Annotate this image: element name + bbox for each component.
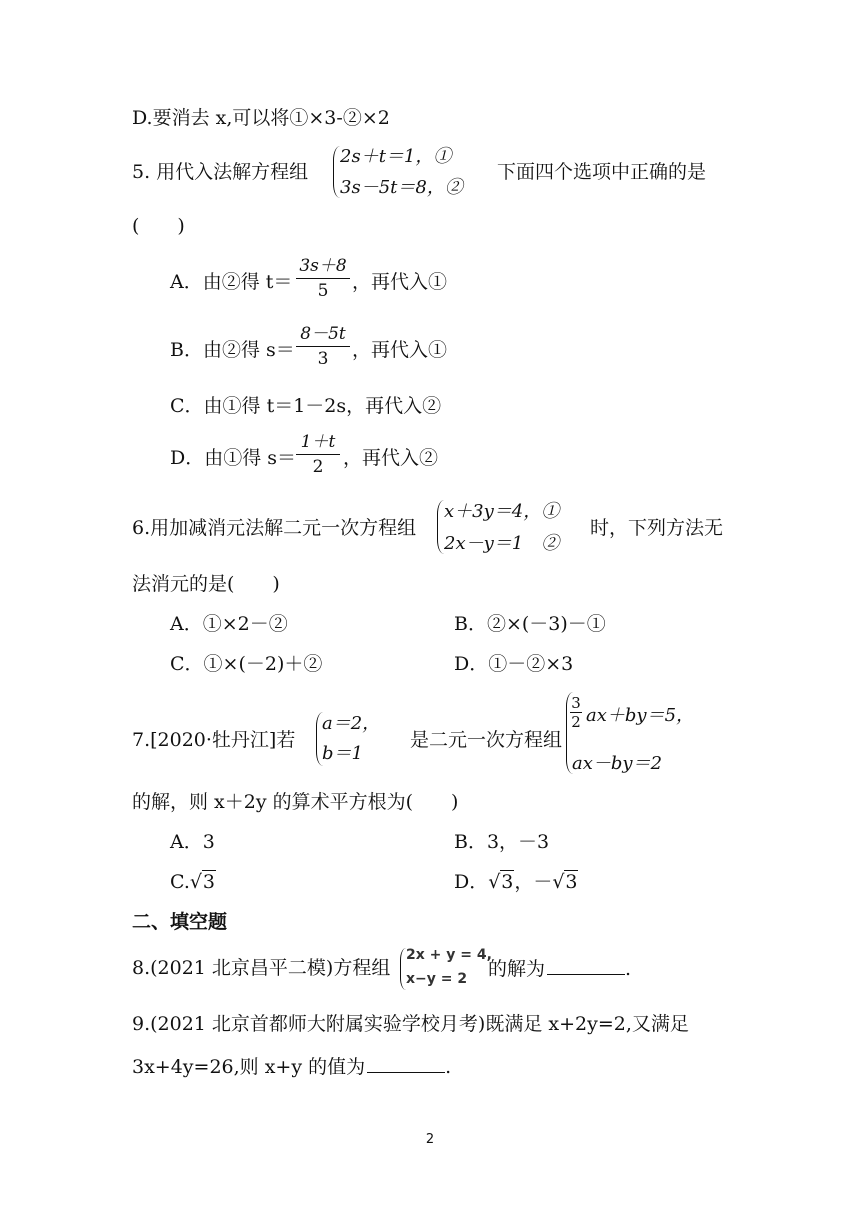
q6-equation-1: x＋3y＝4，① [444, 501, 560, 522]
square-root [488, 870, 514, 894]
q5-option-b-prefix: B．由②得 s＝ [170, 339, 295, 361]
q5-option-b-fraction [296, 324, 350, 369]
q5-system-brace [333, 146, 340, 198]
q7-option-c-radicand: 3 [202, 871, 215, 893]
q7-option-b: B．3，－3 [454, 831, 550, 853]
q6-option-b: B．②×(－3)－① [454, 613, 606, 635]
q8-suffix [488, 956, 631, 981]
q9-end-period: . [445, 1056, 452, 1078]
radical-sign-icon: √ [488, 871, 501, 893]
q7-coefficient-numerator: 3 [571, 694, 581, 712]
q7-stem-line2: 的解，则 x＋2y 的算术平方根为( ) [132, 791, 459, 813]
q5-option-a-fraction [296, 256, 350, 301]
q5-stem-suffix: 下面四个选项中正确的是 [497, 161, 707, 183]
q7-coefficient-denominator: 2 [571, 713, 581, 732]
q5-option-b-denominator: 3 [317, 349, 329, 370]
q7-option-a: A．3 [170, 831, 215, 853]
q7-solution-a: a＝2， [322, 713, 381, 734]
q8-end-period: . [625, 958, 632, 980]
fraction-bar [296, 454, 340, 455]
q5-answer-paren: ( ) [132, 215, 185, 237]
q6-equation-2: 2x－y＝1 ② [444, 533, 560, 554]
q5-option-a-numerator: 3s＋8 [299, 256, 347, 276]
q7-solution-b: b＝1 [322, 743, 363, 764]
q6-stem-suffix: 时，下列方法无 [590, 517, 724, 539]
q7-option-d-separator: ，－ [514, 871, 553, 893]
q5-option-d-denominator: 2 [312, 457, 324, 478]
q5-option-a-denominator: 5 [317, 281, 329, 302]
q7-equation-2: ax－by＝2 [572, 753, 663, 774]
q6-option-c: C．①×(－2)＋② [170, 653, 323, 675]
q8-prefix: 8.(2021 北京昌平二模)方程组 [132, 957, 391, 979]
q5-option-a-suffix: ，再代入① [352, 271, 448, 293]
q7-option-c-label: C. [170, 871, 190, 893]
section-title: 二、填空题 [132, 911, 228, 933]
square-root [552, 870, 578, 894]
q9-line-2 [132, 1054, 451, 1079]
q8-equation-2: x−y = 2 [406, 971, 468, 987]
q9-line-2-text: 3x+4y=26,则 x+y 的值为 [132, 1056, 366, 1078]
q5-option-c: C．由①得 t＝1－2s，再代入② [170, 395, 442, 417]
q4-option-d: D.要消去 x,可以将①×3-②×2 [132, 107, 390, 129]
radical-sign-icon: √ [189, 871, 203, 893]
q5-option-d-suffix: ，再代入② [343, 447, 439, 469]
q5-option-a-prefix: A．由②得 t＝ [170, 271, 293, 293]
q7-stem-prefix: 7.[2020·牡丹江]若 [132, 729, 296, 751]
q7-coefficient-fraction [570, 695, 582, 730]
radical-sign-icon: √ [552, 871, 565, 893]
q6-stem-line2: 法消元的是( ) [132, 573, 280, 595]
q9-line-1: 9.(2021 北京首都师大附属实验学校月考)既满足 x+2y=2,又满足 [132, 1013, 689, 1035]
q9-answer-blank[interactable] [367, 1054, 445, 1073]
q5-option-d-numerator: 1＋t [300, 432, 336, 452]
q8-suffix-text: 的解为 [488, 958, 546, 980]
fraction-bar [296, 346, 350, 347]
q5-equation-2: 3s－5t＝8，② [340, 177, 463, 198]
fraction-bar [296, 278, 350, 279]
q8-answer-blank[interactable] [547, 956, 625, 975]
q7-option-d-label: D． [454, 871, 489, 893]
q6-system-brace [437, 500, 444, 554]
q7-option-d-radicand-2: 3 [565, 871, 578, 893]
q5-equation-1: 2s＋t＝1，① [340, 146, 452, 167]
q5-stem-prefix: 5. 用代入法解方程组 [132, 161, 309, 183]
q7-option-c [170, 870, 216, 894]
square-root [190, 870, 216, 894]
q6-stem-prefix: 6.用加减消元法解二元一次方程组 [132, 517, 417, 539]
q7-option-d [454, 870, 578, 894]
q5-option-d-fraction [296, 432, 340, 477]
q8-equation-1: 2x + y = 4, [406, 947, 492, 963]
q7-equation-1-rest: ax＋by＝5， [586, 705, 695, 726]
q7-option-d-radicand-1: 3 [501, 871, 514, 893]
q5-option-b-suffix: ，再代入① [352, 339, 448, 361]
q5-option-d-prefix: D．由①得 s＝ [170, 447, 297, 469]
q6-option-a: A．①×2－② [170, 613, 288, 635]
q7-stem-mid: 是二元一次方程组 [410, 729, 563, 751]
q6-option-d: D．①－②×3 [454, 653, 574, 675]
page-number: 2 [425, 1132, 435, 1147]
q5-option-b-numerator: 8－5t [300, 324, 346, 344]
